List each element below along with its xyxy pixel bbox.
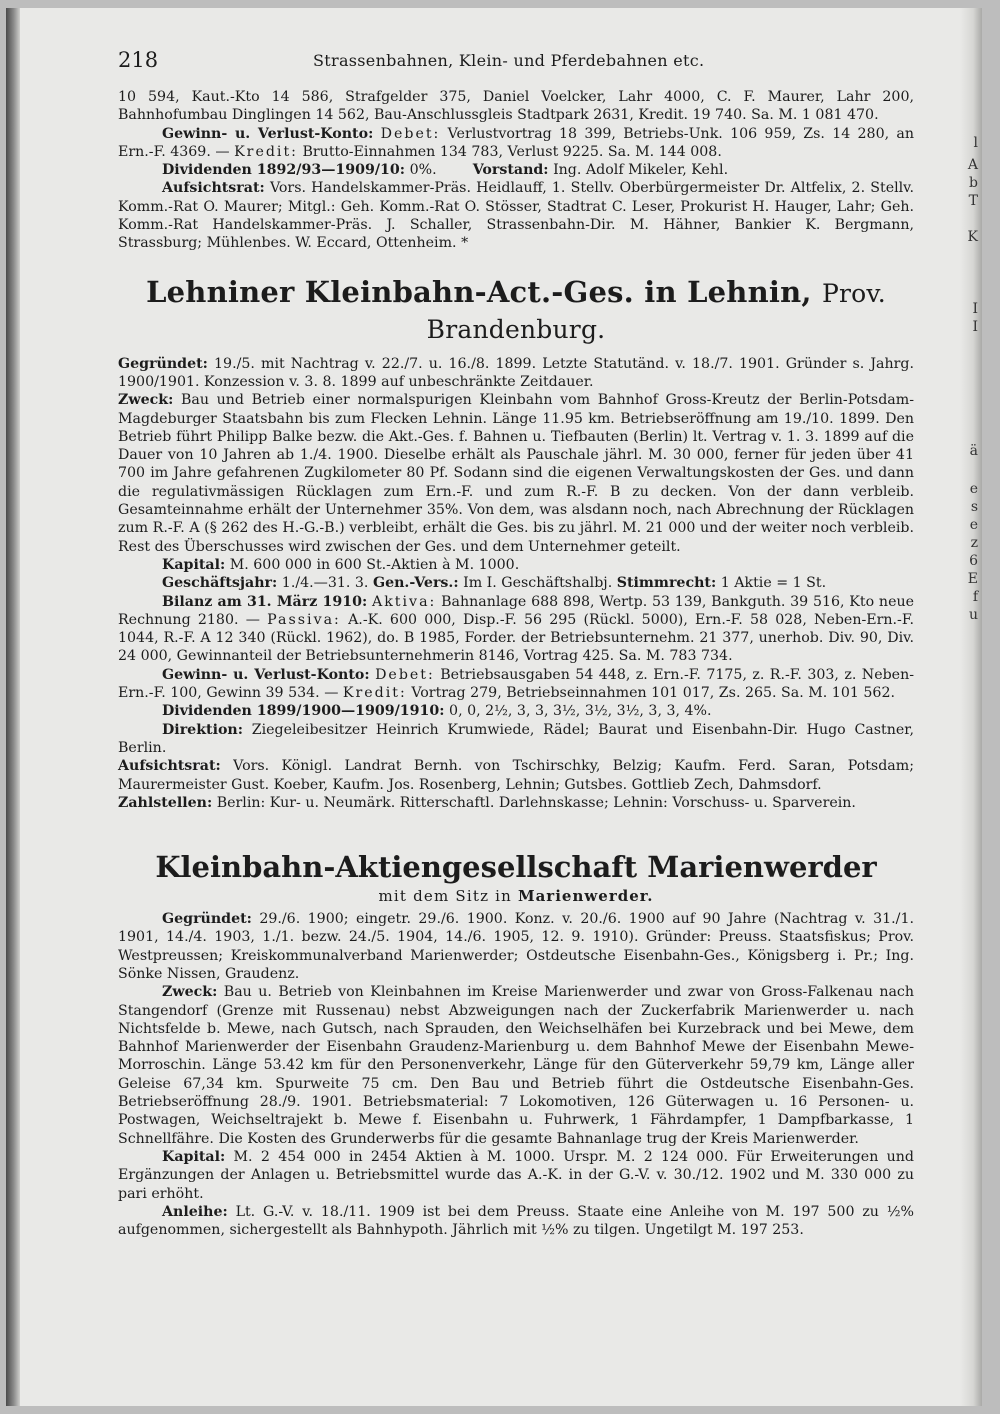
edge-mark: l	[973, 135, 978, 151]
gewinn-verlust-paragraph	[118, 125, 914, 162]
geschaeftsjahr-paragraph	[118, 574, 914, 592]
previous-entry	[118, 88, 914, 253]
entry-title: Kleinbahn-Aktiengesellschaft Marienwerder	[155, 850, 877, 885]
field-label: Geschäftsjahr:	[162, 575, 278, 592]
field-text: A.-K. 600 000, Disp.-F. 56 295 (Rückl. 5000), Ern.-F. 58 028, Neben-Ern.-F. 1044, R.-F. A 12 340 (Rückl. 1962), do. B 1985, Forder. der Betriebsunternehm. 21 377, unerhob. Div. 90, Div. 24 000, Gewinnanteil der Betriebsunternehmerin 8146, Vortrag 425. Sa. M. 783 734.	[118, 611, 914, 665]
anleihe-paragraph	[118, 1203, 914, 1240]
edge-mark: f	[972, 589, 978, 605]
field-text: Vors. Königl. Landrat Bernh. von Tschirschky, Belzig; Kaufm. Ferd. Saran, Potsdam; Maurermeister Gust. Koeber, Kaufm. Jos. Rosenberg, Lehnin; Gutsbes. Gottlieb Zech, Dahmsdorf.	[118, 758, 914, 793]
field-text: Verlustvortrag 18 399, Betriebs-Unk. 106 959, Zs. 14 280, an Ern.-F. 4369. —	[118, 125, 914, 160]
field-text: Brutto-Einnahmen 134 783, Verlust 9225. Sa. M. 144 008.	[302, 143, 722, 160]
gegruendet-paragraph	[118, 910, 914, 983]
field-text: 19./5. mit Nachtrag v. 22./7. u. 16./8. 1899. Letzte Statutänd. v. 18./7. 1901. Gründer s. Jahrg. 1900/1901. Konzession v. 3. 8. 1899 auf unbeschränkte Zeitdauer.	[118, 355, 914, 390]
field-text: Im I. Geschäftshalbj.	[463, 575, 613, 592]
entry-lehnin	[118, 275, 914, 812]
edge-mark: e	[969, 481, 978, 497]
field-text: 1 Aktie = 1 St.	[720, 575, 827, 592]
direktion-paragraph	[118, 721, 914, 758]
field-text: 1./4.—31. 3.	[281, 575, 369, 592]
running-title: Strassenbahnen, Klein- und Pferdebahnen etc.	[313, 51, 705, 70]
page-number: 218	[118, 48, 159, 72]
field-text: Vors. Handelskammer-Präs. Heidlauff, 1. Stellv. Oberbürgermeister Dr. Altfelix, 2. Stellv. Komm.-Rat O. Maurer; Mitgl.: Geh. Komm.-Rat O. Stösser, Stadtrat C. Leser, Prokurist H. Hauger, Lahr; Geh. Komm.-Rat Handelskammer-Präs. J. Schaller, Strassenbahn-Dir. M. Hähner, Bankier K. Bergmann, Strassburg; Mühlenbes. W. Eccard, Ottenheim. *	[118, 180, 915, 252]
field-text: M. 600 000 in 600 St.-Aktien à M. 1000.	[229, 556, 520, 573]
edge-mark: s	[970, 499, 978, 515]
field-text: M. 2 454 000 in 2454 Aktien à M. 1000. Urspr. M. 2 124 000. Für Erweiterungen und Ergänzungen der Anlagen u. Betriebsmittel wurde das A.-K. in der G.-V. v. 30./12. 1902 und M. 330 000 zu pari erhöht.	[118, 1148, 914, 1202]
field-text: Ing. Adolf Mikeler, Kehl.	[553, 162, 729, 179]
field-label: Gegründet:	[162, 911, 252, 928]
field-label: Kapital:	[162, 556, 226, 573]
aktiva-label: Aktiva:	[371, 593, 437, 610]
zweck-paragraph	[118, 983, 914, 1148]
edge-mark: E	[967, 571, 978, 587]
field-label: Aufsichtsrat:	[162, 180, 265, 197]
entry-location: Prov. Brandenburg.	[426, 278, 886, 344]
debet-label: Debet:	[375, 666, 435, 683]
bilanz-continuation: 10 594, Kaut.-Kto 14 586, Strafgelder 375, Daniel Voelcker, Lahr 4000, C. F. Maurer, Lahr 200, Bahnhofumbau Dinglingen 14 562, Bau-Anschlussgleis Stadtpark 2631, Kredit. 19 740. Sa. M. 1 081 470.	[118, 89, 914, 124]
field-text: 0%.	[409, 162, 437, 179]
debet-label: Debet:	[380, 125, 441, 142]
field-label: Gegründet:	[118, 355, 208, 372]
dividenden-paragraph	[118, 702, 914, 720]
entry-title: Lehniner Kleinbahn-Act.-Ges. in Lehnin,	[146, 274, 812, 309]
field-label: Zahlstellen:	[118, 794, 213, 811]
field-text: 29./6. 1900; eingetr. 29./6. 1900. Konz. v. 20./6. 1900 auf 90 Jahre (Nachtrag v. 31./1. 1901, 14./4. 1903, 1./1. bezw. 24./5. 1904, 14./6. 1905, 12. 9. 1910). Gründer: Preuss. Staatsfiskus; Prov. Westpreussen; Kreiskommunalverband Marienwerder; Ostdeutsche Eisenbahn-Ges., Königsberg i. Pr.; Ing. Sönke Nissen, Graudenz.	[118, 911, 914, 982]
aufsichtsrat-paragraph	[118, 179, 914, 252]
field-text: Vortrag 279, Betriebseinnahmen 101 017, Zs. 265. Sa. M. 101 562.	[411, 685, 895, 702]
zweck-paragraph	[118, 391, 914, 556]
field-label: Dividenden 1892/93—1909/10:	[162, 162, 406, 179]
entry-heading	[118, 275, 914, 347]
subtitle-text: mit dem Sitz in	[378, 887, 513, 906]
field-text: Ziegeleibesitzer Heinrich Krumwiede, Rädel; Baurat und Eisenbahn-Dir. Hugo Castner, Berlin.	[118, 721, 915, 756]
field-text: 0, 0, 2½, 3, 3, 3½, 3½, 3½, 3, 3, 4%.	[449, 703, 712, 720]
edge-mark: ä	[969, 443, 978, 459]
passiva-label: Passiva:	[267, 611, 341, 628]
field-text: Bau u. Betrieb von Kleinbahnen im Kreise Marienwerder und zwar von Gross-Falkenau nach Stangendorf (Grenze mit Russenau) nebst Abzweigungen nach der Zuckerfabrik Marienwerder u. nach Nichtsfelde b. Mewe, nach Gutsch, nach Sprauden, den Weichselhäfen bei Kurzebrack und bei Mewe, dem Bahnhof Marienwerder der Eisenbahn Graudenz-Marienburg u. dem Bahnhof Mewe der Eisenbahn Mewe-Morroschin. Länge 53.42 km für den Personenverkehr, Länge für den Güterverkehr 59,79 km, Länge aller Geleise 67,34 km. Spurweite 75 cm. Den Bau und Betrieb führt die Ostdeutsche Eisenbahn-Ges. Betriebseröffnung 28./9. 1901. Betriebsmaterial: 7 Lokomotiven, 126 Güterwagen u. 16 Personen- u. Postwagen, Weichseltrajekt b. Mewe f. Eisenbahn u. Fuhrwerk, 1 Fährdampfer, 1 Dampfbarkasse, 1 Schnellfähre. Die Kosten des Grunderwerbs für die gesamte Bahnanlage trug der Kreis Marienwerder.	[118, 984, 914, 1147]
edge-mark: e	[969, 517, 978, 533]
zahlstellen-paragraph	[118, 794, 914, 812]
facing-page-edge	[960, 8, 982, 1406]
field-label: Aufsichtsrat:	[118, 758, 221, 775]
entry-subtitle	[118, 886, 914, 906]
field-label: Stimmrecht:	[616, 575, 717, 592]
dividenden-paragraph	[118, 161, 914, 179]
aufsichtsrat-paragraph	[118, 757, 914, 794]
edge-mark: A	[967, 157, 978, 173]
book-spine-shadow	[6, 8, 20, 1406]
field-label: Dividenden 1899/1900—1909/1910:	[162, 703, 445, 720]
bilanz-paragraph	[118, 593, 914, 666]
edge-mark: I	[972, 301, 978, 317]
subtitle-place: Marienwerder.	[517, 887, 654, 906]
field-text: Berlin: Kur- u. Neumärk. Ritterschaftl. Darlehnskasse; Lehnin: Vorschuss- u. Sparverein.	[216, 794, 856, 811]
field-text: Bau und Betrieb einer normalspurigen Kleinbahn vom Bahnhof Gross-Kreutz der Berlin-Potsdam-Magdeburger Staatsbahn bis zum Flecken Lehnin. Länge 11.95 km. Betriebseröffnung am 19./10. 1899. Den Betrieb führt Philipp Balke bezw. die Akt.-Ges. f. Bahnen u. Tiefbauten (Berlin) lt. Vertrag v. 1. 3. 1899 auf die Dauer von 10 Jahren ab 1./4. 1900. Dieselbe erhält als Pauschale jährl. M. 30 000, ferner für jeden über 41 700 im Jahre gefahrenen Zugkilometer 80 Pf. Sodann sind die eigenen Verwaltungskosten der Ges. und dann die regulativmässigen Rücklagen zum Ern.-F. und zum R.-F. B zu decken. Von der dann verbleib. Gesamteinnahme erhält der Unternehmer 35%. Von dem, was alsdann noch, nach Abrechnung der Rücklagen zum R.-F. A (§ 262 des H.-G.-B.) verbleibt, erhält die Ges. bis zu jährl. M. 21 000 und der weiter noch verbleib. Rest des Überschusses wird zwischen der Ges. und dem Unternehmer geteilt.	[118, 392, 914, 555]
edge-mark: b	[969, 175, 978, 191]
edge-mark: K	[967, 229, 978, 245]
edge-mark: T	[968, 193, 978, 209]
kapital-paragraph	[118, 1148, 914, 1203]
edge-mark: u	[968, 607, 978, 623]
gewinn-verlust-paragraph	[118, 666, 914, 703]
field-label: Direktion:	[162, 721, 243, 738]
field-label: Zweck:	[162, 984, 218, 1001]
field-text: Lt. G.-V. v. 18./11. 1909 ist bei dem Preuss. Staate eine Anleihe von M. 197 500 zu ½% aufgenommen, sichergestellt als Bahnhypoth. Jährlich mit ½% zu tilgen. Ungetilgt M. 197 253.	[118, 1203, 914, 1239]
edge-mark: I	[972, 319, 978, 335]
field-label: Zweck:	[118, 392, 174, 409]
field-label: Gen.-Vers.:	[372, 575, 459, 592]
kredit-label: Kredit:	[234, 143, 298, 160]
kapital-paragraph	[118, 556, 914, 574]
field-label: Gewinn- u. Verlust-Konto:	[162, 125, 374, 142]
field-label: Gewinn- u. Verlust-Konto:	[162, 666, 370, 683]
field-label: Bilanz am 31. März 1910:	[162, 593, 368, 610]
page-content	[118, 48, 914, 1239]
field-text: Bahnanlage 688 898, Wertp. 53 139, Bankguth. 39 516, Kto neue Rechnung 2180. —	[118, 593, 914, 628]
running-head	[118, 48, 914, 74]
kredit-label: Kredit:	[342, 685, 407, 702]
entry-marienwerder	[118, 850, 914, 1239]
field-text: Betriebsausgaben 54 448, z. Ern.-F. 7175, z. R.-F. 303, z. Neben-Ern.-F. 100, Gewinn 39 534. —	[118, 666, 914, 702]
gegruendet-paragraph	[118, 355, 914, 392]
book-page	[6, 8, 982, 1406]
field-label: Vorstand:	[472, 162, 549, 179]
field-label: Kapital:	[162, 1148, 226, 1165]
edge-mark: z	[970, 535, 978, 551]
field-label: Anleihe:	[162, 1203, 228, 1220]
edge-mark: 6	[969, 553, 978, 569]
